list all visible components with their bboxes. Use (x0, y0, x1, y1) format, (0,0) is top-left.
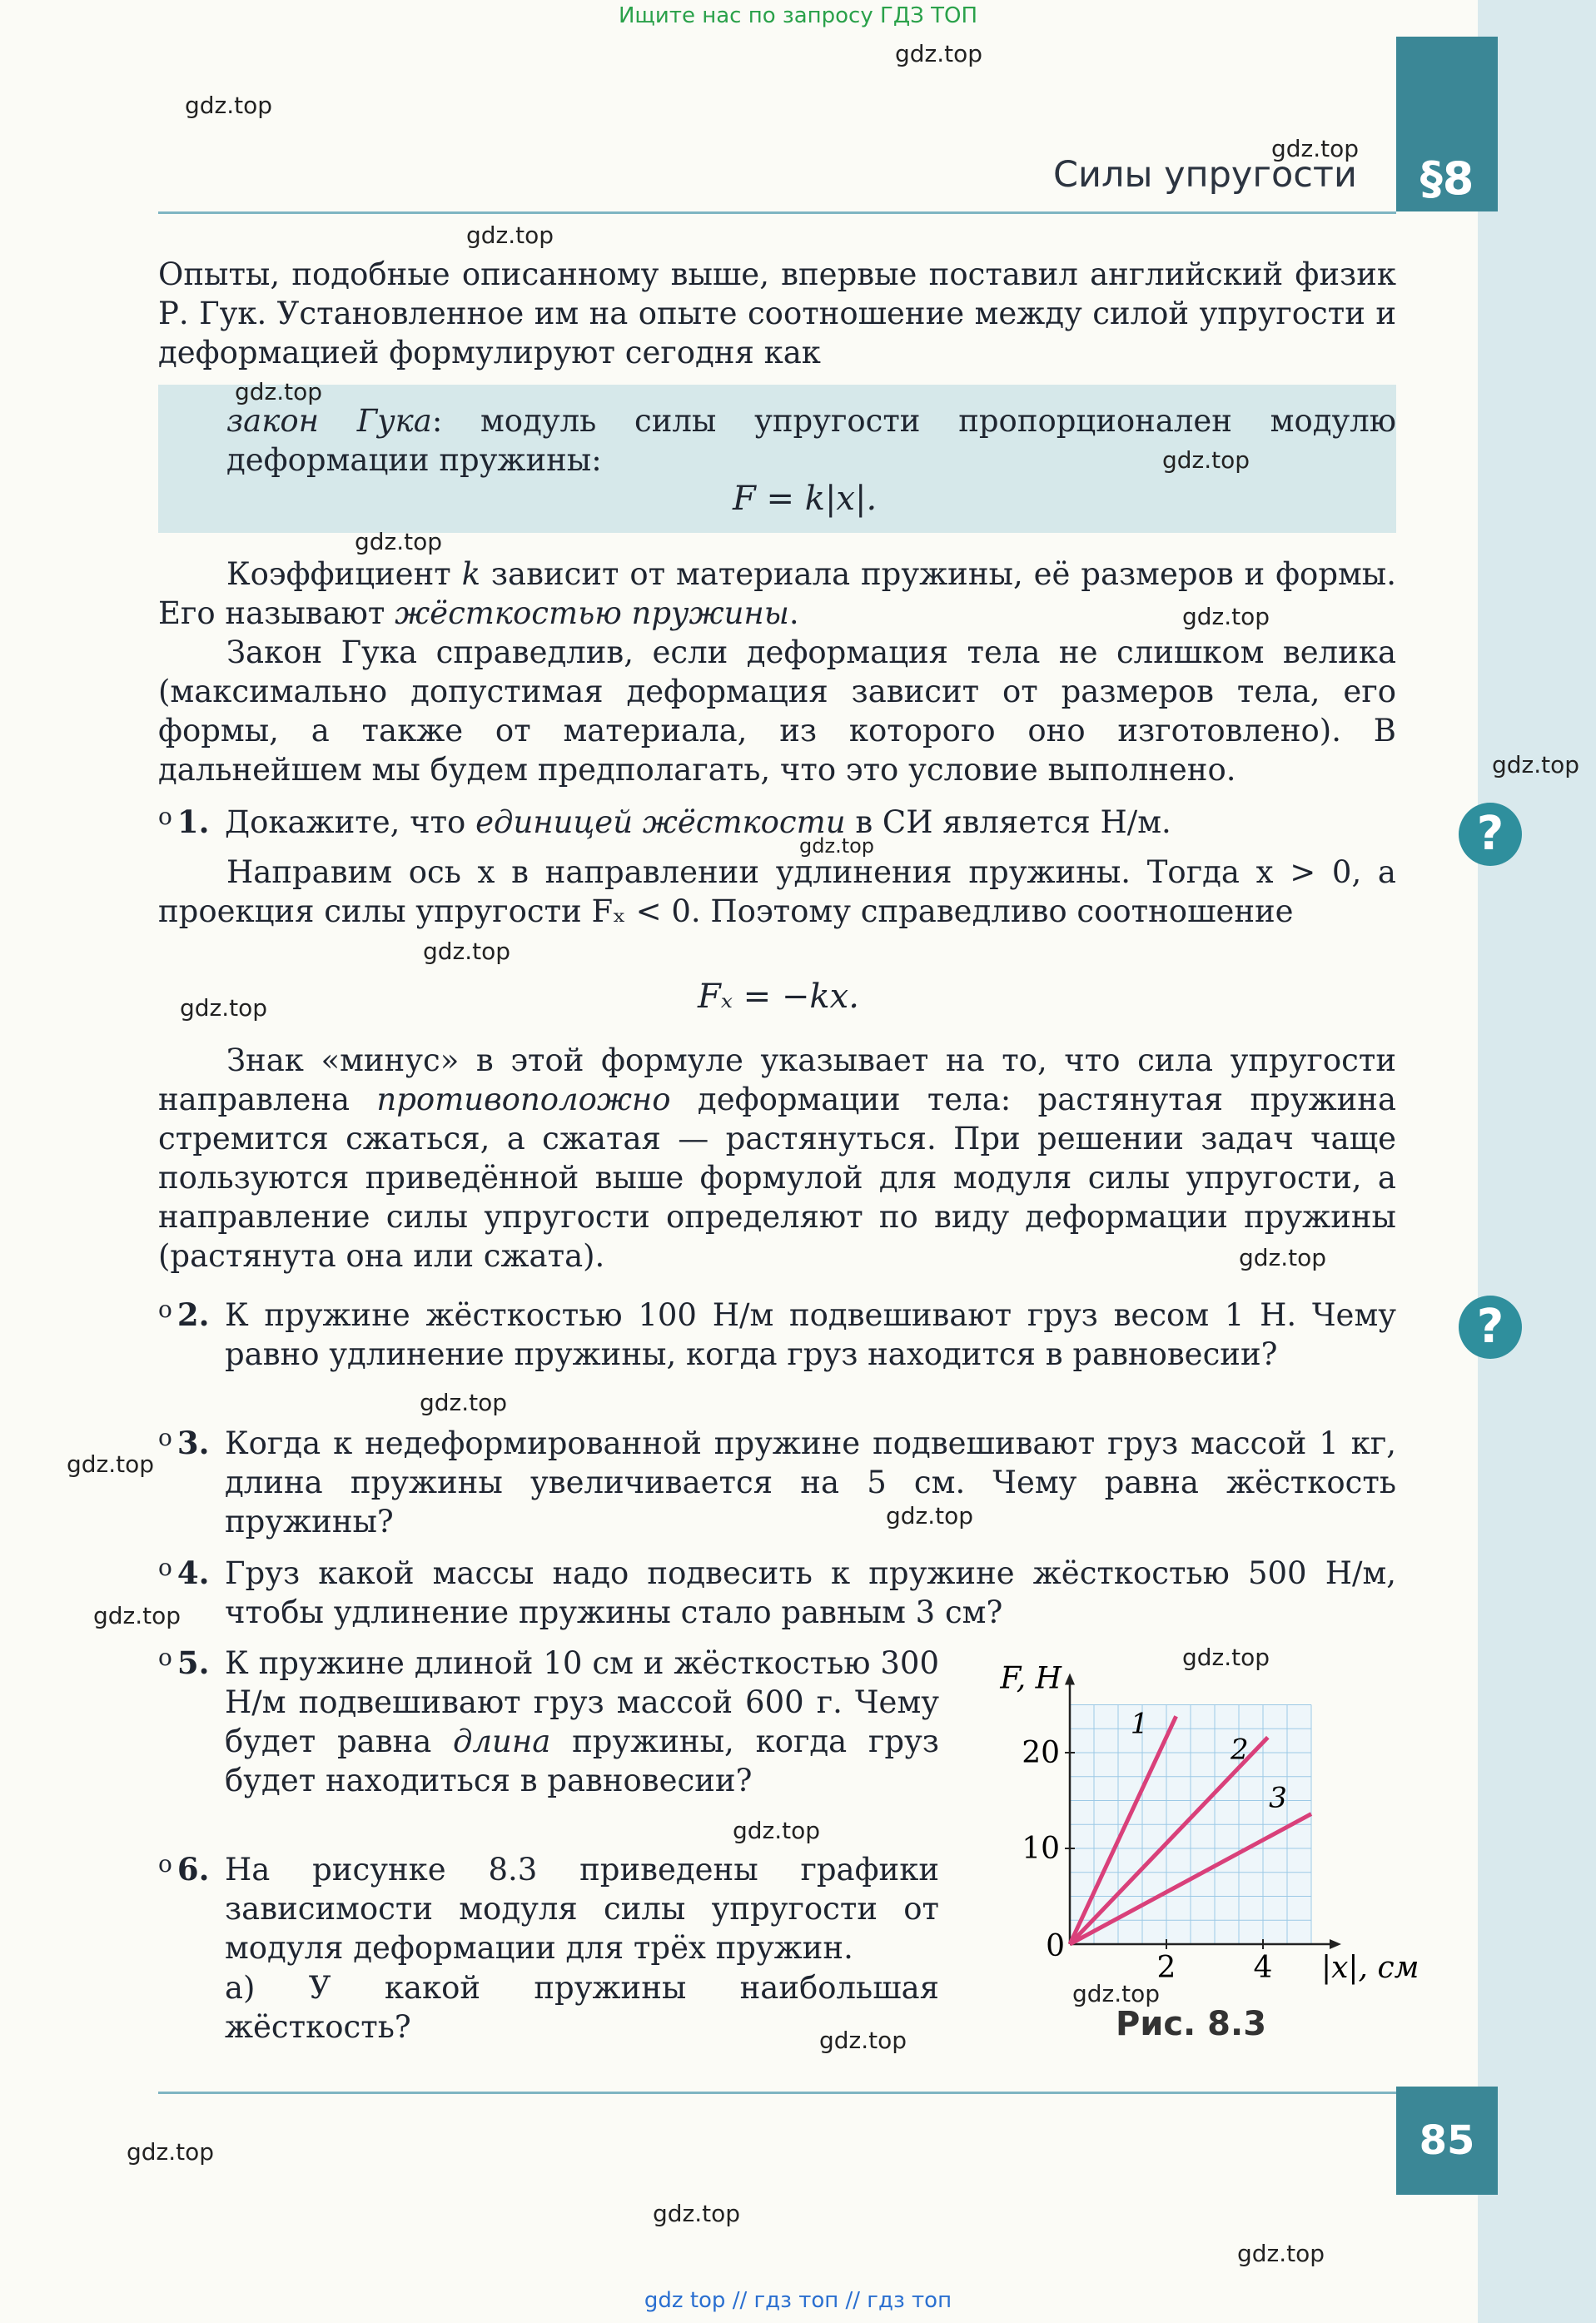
watermark: gdz.top (420, 1389, 508, 1416)
watermark: gdz.top (799, 834, 875, 858)
question-icon: ? (1459, 803, 1522, 866)
watermark: gdz.top (895, 40, 983, 67)
paragraph-minus-sign: Знак «минус» в этой формуле указывает на то, что сила упругости направлена противоположно деформации тела: растянутая пружина стремится сжаться, а сжатая — растянуться. При решении задач чаще пользуются приведённой выше формулой для модуля силы упругости, а направление силы упругости определяют по виду деформации пружины (растянута она или сжата). (158, 1042, 1396, 1274)
watermark: gdz.top (733, 1817, 821, 1844)
question-4-number: $^o$ 4. (158, 1554, 210, 1591)
watermark: gdz.top (67, 1450, 155, 1478)
law-term: закон Гука (226, 403, 432, 439)
section-number: §8 (1419, 152, 1474, 205)
question-2: К пружине жёсткостью 100 Н/м подвешивают груз весом 1 Н. Чему равно удлинение пружины, когда груз находится в равновесии? (225, 1297, 1396, 1372)
paragraph-validity: Закон Гука справедлив, если деформация тела не слишком велика (максимально допустимая деформация зависит от размеров тела, его формы, а также от материала, из которого оно изготовлено). В дальнейшем мы будем предполагать, что это условие выполнено. (158, 634, 1396, 788)
y-axis-label: F, Н (1000, 1661, 1062, 1696)
top-watermark: Ищите нас по запросу ГДЗ ТОП (618, 3, 978, 28)
question-3: Когда к недеформированной пружине подвешивают груз массой 1 кг, длина пружины увеличивается на 5 см. Чему равна жёсткость пружины? (225, 1425, 1396, 1540)
watermark: gdz.top (653, 2200, 741, 2227)
y-tick-label: 20 (1022, 1736, 1060, 1770)
origin-label: 0 (1046, 1929, 1065, 1963)
question-4: Груз какой массы надо подвесить к пружине жёсткостью 500 Н/м, чтобы удлинение пружины стало равным 3 см? (225, 1555, 1396, 1630)
watermark: gdz.top (466, 221, 554, 249)
watermark: gdz.top (1239, 1244, 1327, 1271)
paragraph-stiffness: Коэффициент k зависит от материала пружины, её размеров и формы. Его называют жёсткостью пружины. (158, 556, 1396, 631)
watermark: gdz.top (93, 1602, 181, 1629)
watermark: gdz.top (886, 1502, 974, 1530)
watermark: gdz.top (127, 2138, 215, 2166)
series-label-3: 3 (1269, 1781, 1287, 1815)
watermark: gdz.top (1271, 135, 1360, 162)
x-axis-label: |x|, см (1321, 1951, 1419, 1985)
footer-rule (158, 2092, 1396, 2094)
y-tick-label: 10 (1022, 1832, 1060, 1866)
figure-8-3-chart (982, 1657, 1419, 1998)
question-6a: а) У какой пружины наибольшая жёсткость? (225, 1970, 939, 2045)
watermark: gdz.top (1162, 446, 1250, 474)
question-5-number: $^o$ 5. (158, 1644, 210, 1681)
question-5: К пружине длиной 10 см и жёсткостью 300 Н/м подвешивают груз массой 600 г. Чему будет равна длина пружины, когда груз будет находиться в равновесии? (225, 1645, 939, 1798)
right-margin-band (1478, 0, 1596, 2323)
stiffness-term: жёсткостью пружины (395, 595, 789, 631)
watermark: gdz.top (1182, 1644, 1270, 1671)
bottom-watermark: gdz top // гдз топ // гдз топ (644, 2288, 952, 2313)
formula-hooke: F = k|x|. (733, 480, 878, 518)
figure-caption: Рис. 8.3 (1116, 2005, 1267, 2043)
series-label-2: 2 (1230, 1733, 1249, 1767)
watermark: gdz.top (1072, 1980, 1161, 2007)
watermark: gdz.top (185, 92, 273, 119)
x-axis-arrow (1330, 1939, 1341, 1949)
question-1: Докажите, что единицей жёсткости в СИ является Н/м. (225, 804, 1171, 840)
watermark: gdz.top (235, 378, 323, 405)
paragraph-intro: Опыты, подобные описанному выше, впервые поставил английский физик Р. Гук. Установленное им на опыте соотношение между силой упругости и деформацией формулируют сегодня как (158, 256, 1396, 371)
law-statement: : модуль силы упругости пропорционален модулю деформации пружины: (226, 403, 1396, 478)
x-tick-label: 2 (1156, 1951, 1176, 1985)
question-1-number: $^o$ 1. (158, 803, 210, 840)
watermark: gdz.top (423, 938, 511, 965)
formula-projection: Fₓ = −kx. (698, 977, 859, 1016)
watermark: gdz.top (1237, 2240, 1325, 2267)
watermark: gdz.top (819, 2027, 907, 2054)
question-icon: ? (1459, 1296, 1522, 1359)
chapter-title: Силы упругости (1053, 154, 1357, 196)
series-label-1: 1 (1130, 1707, 1149, 1741)
paragraph-axis: Направим ось x в направлении удлинения пружины. Тогда x > 0, а проекция силы упругости Fₓ < 0. Поэтому справедливо соотношение (158, 854, 1396, 929)
question-3-number: $^o$ 3. (158, 1424, 210, 1461)
section-tab (1396, 37, 1498, 211)
y-axis-arrow (1065, 1674, 1075, 1685)
question-6-number: $^o$ 6. (158, 1850, 210, 1888)
watermark: gdz.top (1182, 603, 1270, 630)
watermark: gdz.top (180, 994, 268, 1022)
watermark: gdz.top (355, 528, 443, 555)
page-number: 85 (1396, 2087, 1498, 2195)
x-tick-label: 4 (1253, 1951, 1273, 1985)
question-2-number: $^o$ 2. (158, 1296, 210, 1333)
watermark: gdz.top (1492, 751, 1580, 778)
header-rule (158, 211, 1396, 214)
question-6: На рисунке 8.3 приведены графики зависимости модуля силы упругости от модуля деформации для трёх пружин. (225, 1852, 939, 1966)
